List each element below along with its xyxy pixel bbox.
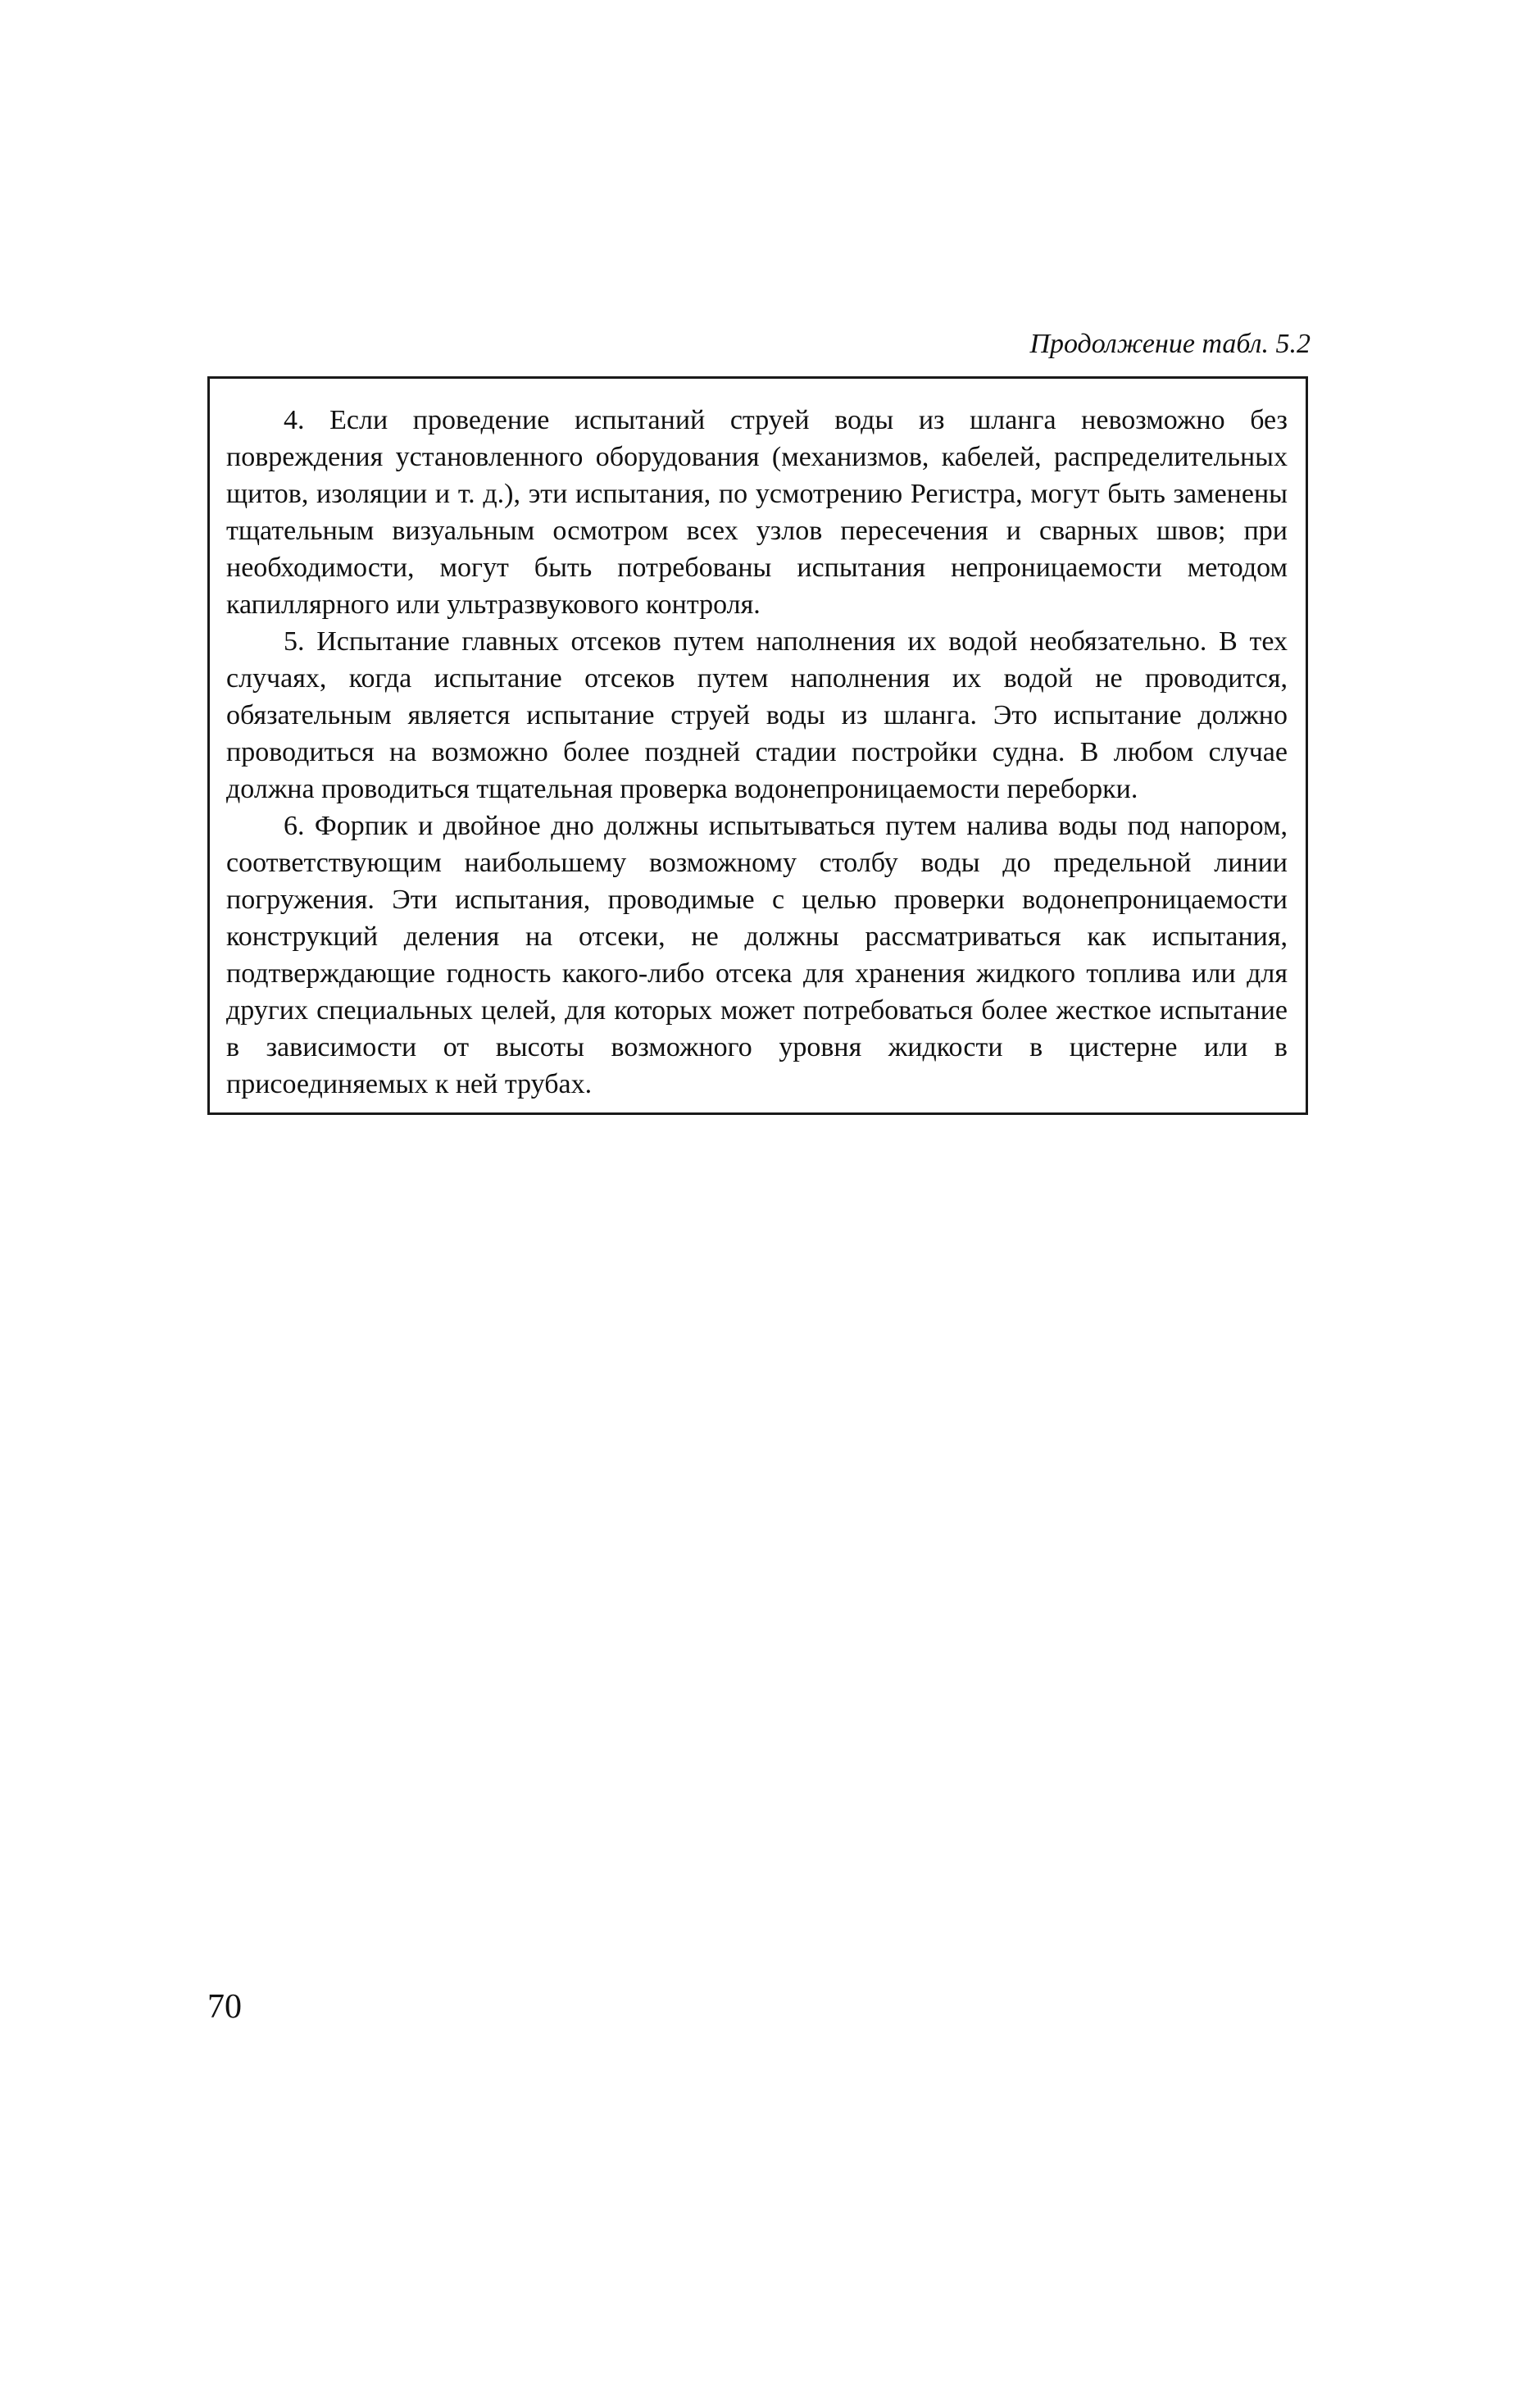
page-number: 70 <box>207 1988 242 2026</box>
paragraph-6: 6. Форпик и двойное дно должны испытываться путем налива воды под напором, соответствующим наибольшему возможному столбу воды до предельной линии погружения. Эти испытания, проводимые с целью проверки водонепроницаемости конструкций деления на отсеки, не должны рассматриваться как испытания, подтверждающие годность какого-либо отсека для хранения жидкого топлива или для других специальных целей, для которых может потребоваться более жесткое испытание в зависимости от высоты возможного уровня жидкости в цистерне или в присоединяемых к ней трубах. <box>226 811 1288 1099</box>
table-cell-box <box>207 376 1308 1115</box>
paragraph-5: 5. Испытание главных отсеков путем наполнения их водой необязательно. В тех случаях, когда испытание отсеков путем наполнения их водой не проводится, обязательным является испытание струей воды из шланга. Это испытание должно проводиться на возможно более поздней стадии постройки судна. В любом случае должна проводиться тщательная проверка водонепроницаемости переборки. <box>226 626 1288 804</box>
table-continuation-caption: Продолжение табл. 5.2 <box>1029 329 1311 359</box>
paragraph-4: 4. Если проведение испытаний струей воды из шланга невозможно без повреждения установленного оборудования (механизмов, кабелей, распределительных щитов, изоляции и т. д.), эти испытания, по усмотрению Регистра, могут быть заменены тщательным визуальным осмотром всех узлов пересечения и сварных швов; при необходимости, могут быть потребованы испытания непроницаемости методом капиллярного или ультразвукового контроля. <box>226 405 1288 620</box>
